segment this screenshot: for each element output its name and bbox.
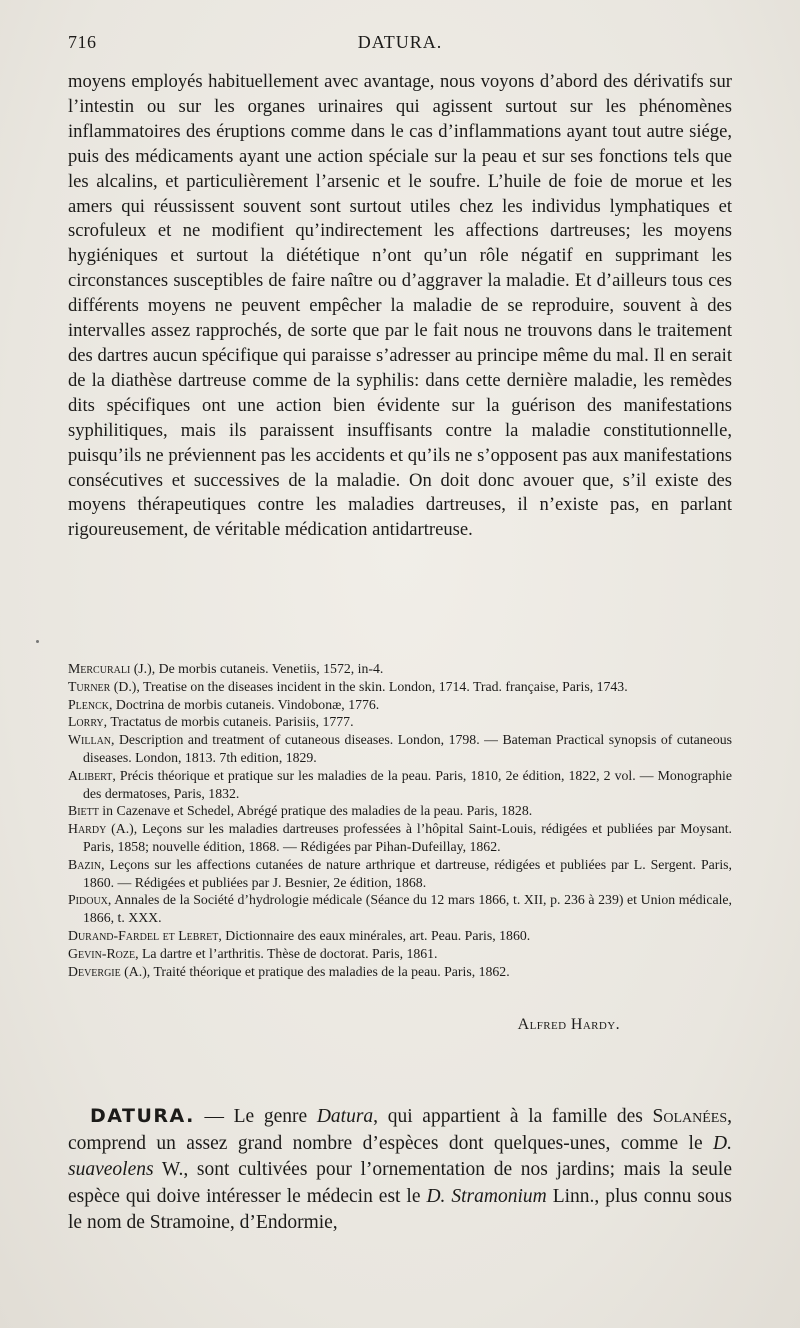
bib-author: Bazin xyxy=(68,856,102,872)
article-text: — Le genre xyxy=(194,1106,317,1127)
bib-text: , Annales de la Société d’hydrologie médicale (Séance du 12 mars 1866, t. XII, p. 236 à 239) et Union médicale, 1866, t. XXX. xyxy=(83,892,732,926)
bib-entry xyxy=(68,945,732,963)
bib-author: Hardy (A.) xyxy=(68,821,134,837)
bib-author: Gevin-Roze xyxy=(68,945,136,961)
running-head: DATURA. xyxy=(357,32,443,52)
bib-author: Willan xyxy=(68,732,112,748)
bib-text: , Leçons sur les maladies dartreuses professées à l’hôpital Saint-Louis, rédigées et publiées par Moysant. Paris, 1858; nouvelle édition, 1868. — Rédigées par Pihan-Dufeillay, 1862. xyxy=(83,821,733,854)
article-text: , sont cultivées pour l’ornementation de nos jardins; mais la seule espèce qui doive intéresser le médecin est le xyxy=(68,1159,732,1207)
body-paragraph: moyens employés habituellement avec avantage, nous voyons d’abord des dérivatifs sur l’intestin ou sur les organes urinaires qui agissent surtout sur les phénomènes inflammatoires des éruptions comme dans le cas d’inflammations ayant tout autre siége, puis des médicaments ayant une action spéciale sur la peau et sur ses fonctions tels que les alcalins, et particulièrement l’arsenic et le soufre. L’huile de foie de morue et les amers qui réussissent souvent sont surtout utiles chez les individus lymphatiques et scrofuleux et ne modifient qu’indirectement les affections dartreuses; les moyens hygiéniques et surtout la diététique n’ont qu’un rôle négatif en supprimant les circonstances susceptibles de faire naître ou d’aggraver la maladie. Et d’ailleurs tous ces différents moyens ne peuvent empêcher la maladie de se reproduire, souvent à des intervalles assez rapprochés, de sorte que par le fait nous ne trouvons dans le traitement des dartres aucun spécifique qui paraisse s’adresser au principe même du mal. Il en serait de la diathèse dartreuse comme de la syphilis: dans cette dernière maladie, les remèdes dits spécifiques ont une action bien évidente sur la guérison des manifestations syphilitiques, mais ils paraissent insuffisants contre la maladie constitutionnelle, puisqu’ils ne préviennent pas les accidents et qu’ils ne s’opposent pas aux manifestations consécutives et successives de la maladie. On doit donc avouer que, s’il existe des moyens thérapeutiques contre les maladies dartreuses, il n’existe pas, en parlant rigoureusement, de véritable médication antidartreuse. xyxy=(68,71,732,541)
article-text: Linn., plus connu sous le nom de Stramoine, d’Endormie, xyxy=(68,1185,732,1233)
bib-entry xyxy=(68,802,732,820)
bib-text: , De morbis cutaneis. Venetiis, 1572, in-4. xyxy=(151,661,384,676)
bib-entry xyxy=(68,927,732,945)
bib-text: , Leçons sur les affections cutanées de nature arthrique et dartreuse, rédigées et publiées par L. Sergent. Paris, 1860. — Rédigées et publiées par J. Besnier, 2e édition, 1868. xyxy=(83,856,732,890)
bib-author: Pidoux xyxy=(68,892,108,908)
bib-text: , Dictionnaire des eaux minérales, art. Peau. Paris, 1860. xyxy=(218,927,531,943)
article-text: , qui appartient à la famille des xyxy=(373,1106,653,1127)
bib-entry xyxy=(68,678,732,696)
bib-entry xyxy=(68,713,732,731)
bib-entry xyxy=(68,660,732,678)
bib-entry xyxy=(68,731,732,767)
family-name: Solanées xyxy=(652,1106,728,1127)
author-signature: Alfred Hardy. xyxy=(517,1016,620,1033)
bib-text: , Description and treatment of cutaneous diseases. London, 1798. — Bateman Practical synopsis of cutaneous diseases. London, 1813. 7th edition, 1829. xyxy=(83,732,732,765)
bib-text: , La dartre et l’arthritis. Thèse de doctorat. Paris, 1861. xyxy=(135,945,438,961)
page-number: 716 xyxy=(68,32,97,52)
bib-author: Biett xyxy=(68,803,99,819)
bib-author: Turner (D.) xyxy=(68,678,137,694)
article-headword: DATURA. xyxy=(90,1105,195,1127)
bib-text: , Traité théorique et pratique des maladies de la peau. Paris, 1862. xyxy=(146,963,510,979)
bib-entry xyxy=(68,963,732,981)
bib-text: , Précis théorique et pratique sur les maladies de la peau. Paris, 1810, 2e édition, 1822, 2 vol. — Monographie des dermatoses, Paris, 1832. xyxy=(83,767,732,801)
species-name: D. suaveolens xyxy=(68,1132,732,1180)
bib-text: , Tractatus de morbis cutaneis. Parisiis, 1777. xyxy=(103,714,354,730)
bib-entry xyxy=(68,891,732,927)
bib-author: Alibert xyxy=(68,767,113,783)
bib-author: Plenck xyxy=(68,696,110,712)
bib-entry xyxy=(68,767,732,803)
margin-mark xyxy=(36,640,39,643)
species-author: W. xyxy=(153,1159,184,1180)
bib-author: Durand-Fardel et Lebret xyxy=(68,927,219,943)
datura-article xyxy=(68,1103,732,1237)
bib-text: , Doctrina de morbis cutaneis. Vindobonæ, 1776. xyxy=(109,696,380,712)
bib-text: , Treatise on the diseases incident in the skin. London, 1714. Trad. française, Paris, 1743. xyxy=(136,678,628,694)
bib-entry xyxy=(68,696,732,714)
bibliography xyxy=(68,660,732,980)
bib-text: in Cazenave et Schedel, Abrégé pratique des maladies de la peau. Paris, 1828. xyxy=(98,803,533,819)
bib-author: Mercurali (J.) xyxy=(68,661,152,676)
page-header xyxy=(68,32,732,58)
bib-entry xyxy=(68,856,732,892)
bib-author: Devergie (A.) xyxy=(68,963,147,979)
species-name: D. Stramonium xyxy=(426,1185,547,1207)
bib-author: Lorry xyxy=(68,714,104,730)
bib-entry xyxy=(68,820,732,856)
genus-name: Datura xyxy=(316,1106,374,1127)
article-text: , comprend un assez grand nombre d’espèces dont quelques-unes, comme le xyxy=(68,1106,733,1154)
